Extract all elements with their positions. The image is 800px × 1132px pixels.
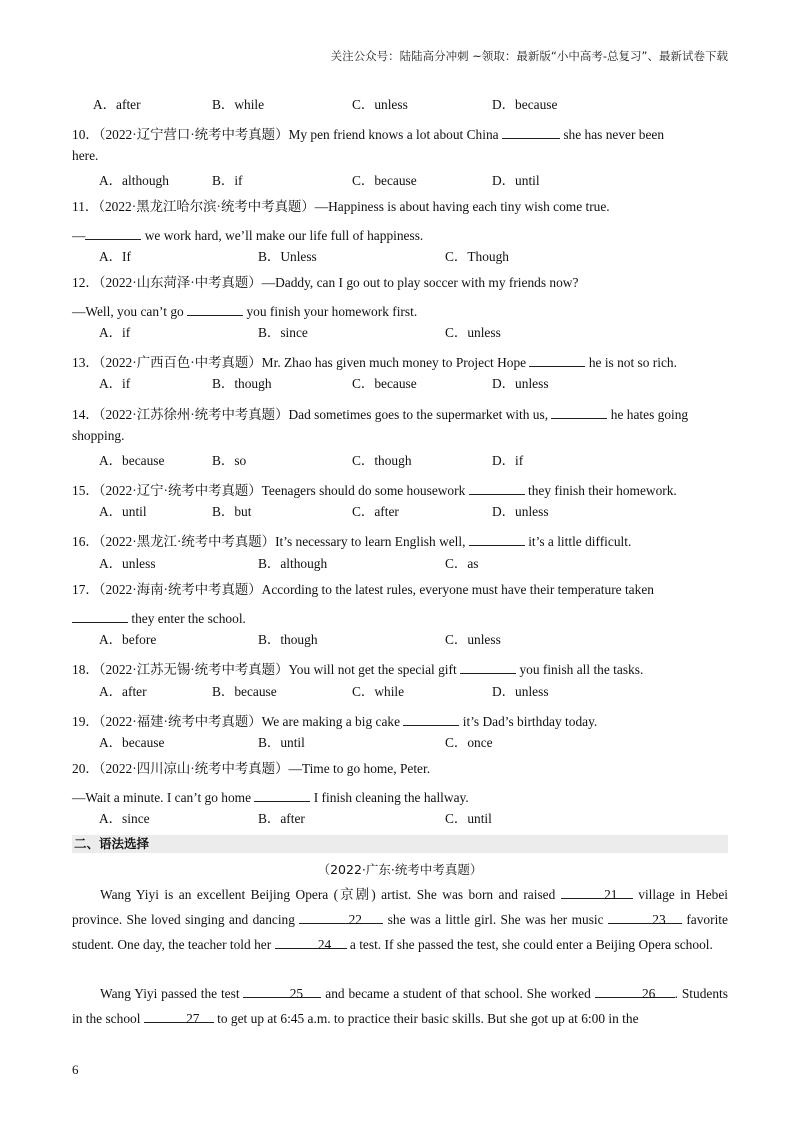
question-16-stem: 16．（2022·黑龙江·统考中考真题）It’s necessary to learn English well, it’s a little difficult. <box>72 530 631 550</box>
blank-24: 24 <box>275 933 347 949</box>
question-12-stem: 12．（2022·山东菏泽·中考真题）—Daddy, can I go out to play soccer with my friends now? <box>72 275 579 290</box>
option: A．unless <box>99 556 156 571</box>
question-20-stem: 20．（2022·四川凉山·统考中考真题）—Time to go home, Peter. <box>72 761 431 776</box>
option: C．while <box>352 684 405 699</box>
option: B．while <box>212 97 265 112</box>
option: D．unless <box>492 504 549 519</box>
option: C．once <box>445 735 493 750</box>
option: B．so <box>212 453 247 468</box>
option: B．since <box>258 325 308 340</box>
question-20-cont: —Wait a minute. I can’t go home I finish cleaning the hallway. <box>72 786 469 806</box>
question-19-stem: 19．（2022·福建·统考中考真题）We are making a big cake it’s Dad’s birthday today. <box>72 710 597 730</box>
option: A．if <box>99 376 131 391</box>
option: D．because <box>492 97 558 112</box>
blank-27: 27 <box>144 1007 214 1023</box>
question-11-stem: 11．（2022·黑龙江哈尔滨·统考中考真题）—Happiness is about having each tiny wish come true. <box>72 199 610 214</box>
passage-paragraph-1: Wang Yiyi is an excellent Beijing Opera (京剧) artist. She was born and raised 21 village in Hebei province. She loved singing and dancing 22 she was a little girl. She was her music 23 favorite student. One day, the teacher told her 24 a test. If she passed the test, she could enter a Beijing Opera school. <box>72 883 728 957</box>
option: D．unless <box>492 684 549 699</box>
page-header: 关注公众号：陆陆高分冲刺 ~领取：最新版“小中高考-总复习”、最新试卷下载 <box>330 49 728 63</box>
option: B．though <box>212 376 272 391</box>
option: C．after <box>352 504 399 519</box>
passage-source: （2022·广东·统考中考真题） <box>317 862 483 877</box>
option: C．because <box>352 376 417 391</box>
option: A．because <box>99 735 165 750</box>
option: B．if <box>212 173 243 188</box>
question-10-stem: 10．（2022·辽宁营口·统考中考真题）My pen friend knows a lot about China she has never been <box>72 123 664 143</box>
question-11-cont: — we work hard, we’ll make our life full of happiness. <box>72 224 423 244</box>
page-number: 6 <box>72 1062 79 1077</box>
option: C．Though <box>445 249 509 264</box>
passage-paragraph-2: Wang Yiyi passed the test 25 and became a student of that school. She worked 26 . Students in the school 27 to get up at 6:45 a.m. to practice their basic skills. But she got up at 6:00 in the <box>72 982 728 1032</box>
option: B．though <box>258 632 318 647</box>
option: A．after <box>93 97 141 112</box>
question-12-cont: —Well, you can’t go you finish your homework first. <box>72 300 417 320</box>
option: B．until <box>258 735 305 750</box>
question-17-stem: 17．（2022·海南·统考中考真题）According to the latest rules, everyone must have their temperature taken <box>72 582 654 597</box>
question-14-stem: 14．（2022·江苏徐州·统考中考真题）Dad sometimes goes to the supermarket with us, he hates going <box>72 403 688 423</box>
question-15-stem: 15．（2022·辽宁·统考中考真题）Teenagers should do some housework they finish their homework. <box>72 479 677 499</box>
option: A．although <box>99 173 169 188</box>
option: A．before <box>99 632 157 647</box>
question-10-cont: here. <box>72 148 99 163</box>
blank-23: 23 <box>608 908 682 924</box>
option: C．as <box>445 556 479 571</box>
option: B．after <box>258 811 305 826</box>
option: C．though <box>352 453 412 468</box>
option: B．Unless <box>258 249 317 264</box>
option: A．If <box>99 249 131 264</box>
option: C．unless <box>445 325 501 340</box>
option: A．after <box>99 684 147 699</box>
section-heading: 二、语法选择 <box>72 835 728 853</box>
option: A．until <box>99 504 147 519</box>
option: C．until <box>445 811 492 826</box>
option: D．until <box>492 173 540 188</box>
blank-22: 22 <box>299 908 383 924</box>
option: A．if <box>99 325 131 340</box>
option: B．although <box>258 556 328 571</box>
blank-25: 25 <box>243 982 321 998</box>
option: A．because <box>99 453 165 468</box>
question-17-cont: they enter the school. <box>72 607 246 627</box>
question-14-cont: shopping. <box>72 428 125 443</box>
option: C．because <box>352 173 417 188</box>
option: C．unless <box>445 632 501 647</box>
option: B．because <box>212 684 277 699</box>
option: A．since <box>99 811 150 826</box>
option: D．if <box>492 453 524 468</box>
option: C．unless <box>352 97 408 112</box>
option: D．unless <box>492 376 549 391</box>
question-18-stem: 18．（2022·江苏无锡·统考中考真题）You will not get the special gift you finish all the tasks. <box>72 658 643 678</box>
option: B．but <box>212 504 252 519</box>
question-13-stem: 13．（2022·广西百色·中考真题）Mr. Zhao has given much money to Project Hope he is not so rich. <box>72 351 677 371</box>
blank-26: 26 <box>595 982 675 998</box>
blank-21: 21 <box>561 883 633 899</box>
